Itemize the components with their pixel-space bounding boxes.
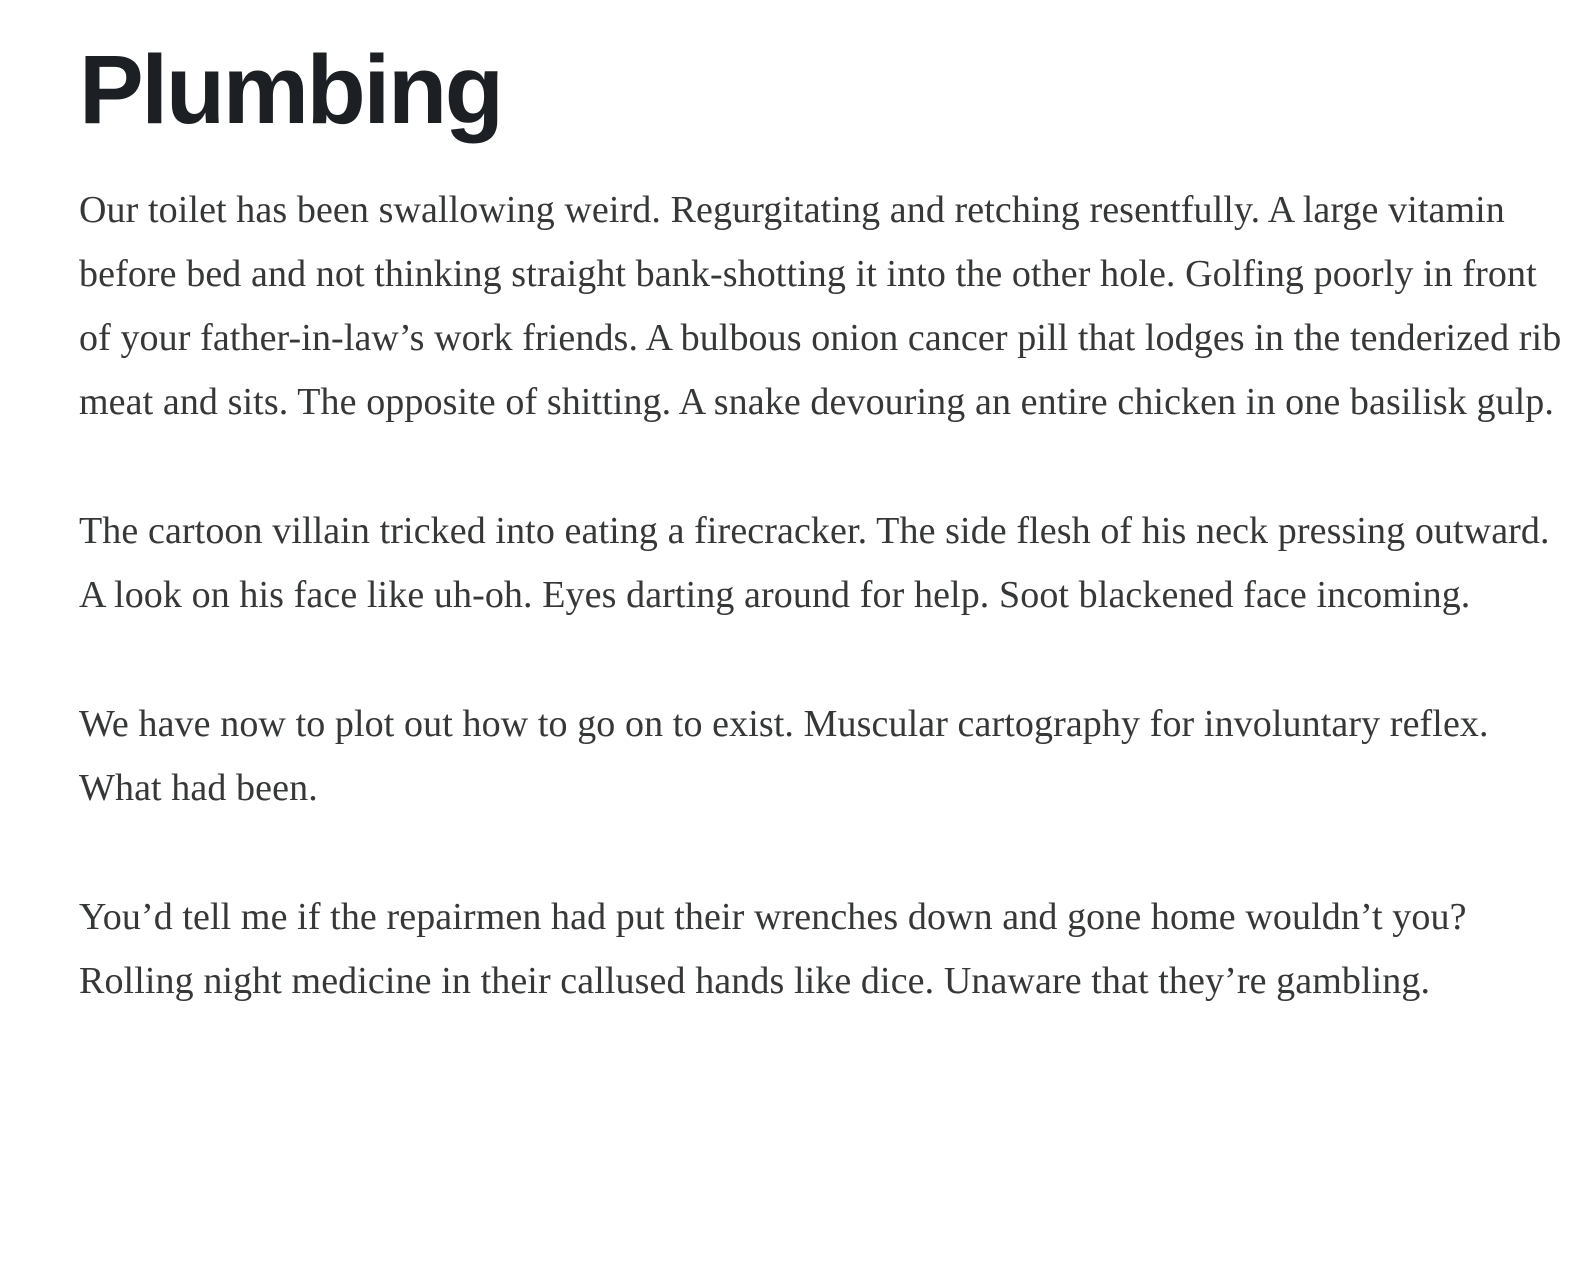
paragraph-2: The cartoon villain tricked into eating a firecracker. The side flesh of his neck pressing outward. A look on his face like uh-oh. Eyes darting around for help. Soot blackened face incoming. — [79, 510, 1550, 616]
article — [79, 0, 1569, 1013]
paragraph-4: You’d tell me if the repairmen had put their wrenches down and gone home wouldn’t you? Rolling night medicine in their callused hands like dice. Unaware that they’re gambling. — [79, 896, 1467, 1002]
page-title: Plumbing — [79, 35, 502, 144]
paragraph-3: We have now to plot out how to go on to exist. Muscular cartography for involuntary reflex. What had been. — [79, 703, 1489, 809]
article-body — [79, 178, 1569, 1013]
paragraph-1: Our toilet has been swallowing weird. Regurgitating and retching resentfully. A large vitamin before bed and not thinking straight bank-shotting it into the other hole. Golfing poorly in front of your father-in-law’s work friends. A bulbous onion cancer pill that lodges in the tenderized rib meat and sits. The opposite of shitting. A snake devouring an entire chicken in one basilisk gulp. — [79, 189, 1562, 423]
